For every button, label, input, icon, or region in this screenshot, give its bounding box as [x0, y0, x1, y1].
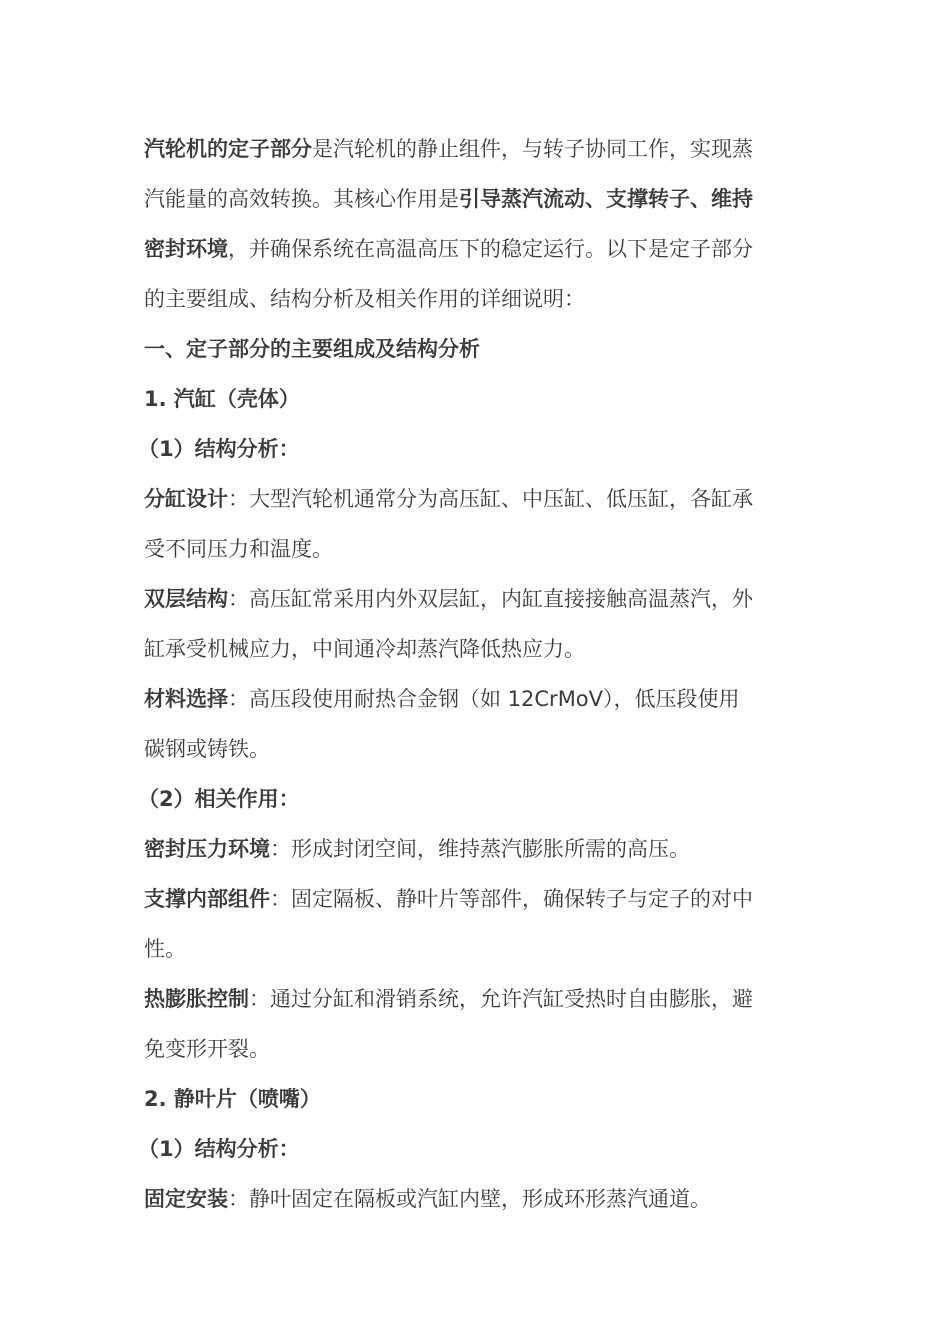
subsection-heading-vane: 2. 静叶片（喷嘴） — [144, 1087, 321, 1111]
intro-emphasis: 密封环境 — [144, 237, 228, 261]
intro-line-2 — [144, 174, 808, 224]
item-text: ：形成封闭空间，维持蒸汽膨胀所需的高压。 — [270, 837, 690, 861]
intro-line-3 — [144, 224, 808, 274]
item-label: 固定安装 — [144, 1187, 228, 1211]
item-label: 材料选择 — [144, 687, 228, 711]
item-text: ：静叶固定在隔板或汽缸内壁，形成环形蒸汽通道。 — [228, 1187, 711, 1211]
item-label: 双层结构 — [144, 587, 228, 611]
item-fixed-install — [144, 1174, 808, 1224]
item-text: ：大型汽轮机通常分为高压缸、中压缸、低压缸，各缸承 — [228, 487, 753, 511]
item-label: 密封压力环境 — [144, 837, 270, 861]
item-split-design-cont: 受不同压力和温度。 — [144, 537, 333, 561]
item-thermal-cont: 免变形开裂。 — [144, 1037, 270, 1061]
item-thermal — [144, 974, 808, 1024]
intro-text: 的主要组成、结构分析及相关作用的详细说明： — [144, 287, 585, 311]
item-label: 支撑内部组件 — [144, 887, 270, 911]
section-heading: 一、定子部分的主要组成及结构分析 — [144, 337, 480, 361]
intro-text: ，并确保系统在高温高压下的稳定运行。以下是定子部分 — [228, 237, 753, 261]
subsection-heading-cylinder: 1. 汽缸（壳体） — [144, 387, 300, 411]
intro-line-4 — [144, 274, 808, 324]
intro-line-1 — [144, 124, 808, 174]
item-support — [144, 874, 808, 924]
intro-term: 汽轮机的定子部分 — [144, 137, 312, 161]
item-support-cont: 性。 — [144, 937, 186, 961]
function-heading: （2）相关作用： — [138, 787, 300, 811]
item-text: ：高压缸常采用内外双层缸，内缸直接接触高温蒸汽，外 — [228, 587, 753, 611]
item-text: ：通过分缸和滑销系统，允许汽缸受热时自由膨胀，避 — [249, 987, 753, 1011]
item-text: ：高压段使用耐热合金钢（如 12CrMoV），低压段使用 — [228, 687, 740, 711]
item-material — [144, 674, 808, 724]
document-body — [138, 124, 808, 1224]
intro-emphasis: 引导蒸汽流动、支撑转子、维持 — [459, 187, 753, 211]
intro-text: 是汽轮机的静止组件，与转子协同工作，实现蒸 — [312, 137, 753, 161]
item-text: ：固定隔板、静叶片等部件，确保转子与定子的对中 — [270, 887, 753, 911]
intro-text: 汽能量的高效转换。其核心作用是 — [144, 187, 459, 211]
item-double-layer — [144, 574, 808, 624]
item-split-design — [144, 474, 808, 524]
item-seal — [144, 824, 808, 874]
item-label: 分缸设计 — [144, 487, 228, 511]
item-double-layer-cont: 缸承受机械应力，中间通冷却蒸汽降低热应力。 — [144, 637, 585, 661]
item-material-cont: 碳钢或铸铁。 — [144, 737, 270, 761]
structure-analysis-heading: （1）结构分析： — [138, 437, 300, 461]
item-label: 热膨胀控制 — [144, 987, 249, 1011]
structure-analysis-heading: （1）结构分析： — [138, 1137, 300, 1161]
